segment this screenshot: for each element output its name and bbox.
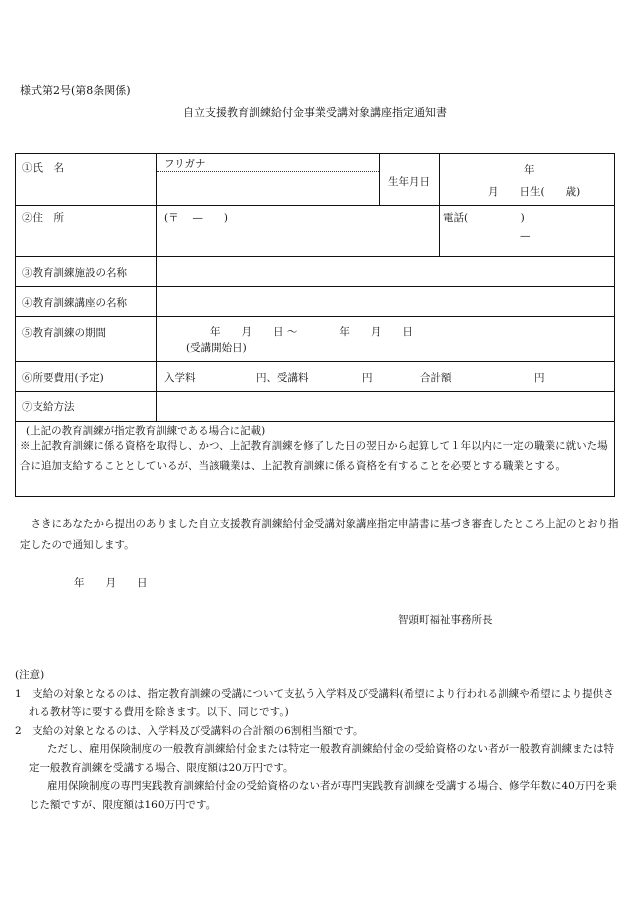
issue-date: 年 月 日: [74, 577, 148, 589]
course-name-label: ④教育訓練講座の名称: [22, 297, 127, 309]
row-divider: [16, 421, 614, 422]
admission-fee-label: 入学料: [164, 372, 196, 384]
tuition-yen: 円: [362, 372, 373, 384]
notice-heading: (上記の教育訓練が指定教育訓練である場合に記載): [26, 425, 266, 437]
note-item-2-sub-2: 雇用保険制度の専門実践教育訓練給付金の受給資格のない者が専門実践教育訓練を受講する場合、修学年数に40万円を乗じた額ですが、限度額は160万円です。: [29, 780, 617, 811]
training-period-dates: 年 月 日 ～ 年 月 日: [210, 326, 413, 338]
notes-section: [15, 666, 620, 814]
note-item-1: 1 支給の対象となるのは、指定教育訓練の受講について支払う入学料及び受講料(希望により行われる訓練や希望により提供される教材等に要する費用を除きます。以下、同じです。): [15, 687, 614, 718]
phone-label: 電話( ): [443, 212, 525, 224]
row-divider: [16, 286, 614, 287]
issuer-name: 智頭町福祉事務所長: [398, 614, 493, 626]
tuition-fee-label: 円、受講料: [256, 372, 309, 384]
furigana-label: フリガナ: [164, 158, 206, 170]
birth-year: 年: [524, 164, 535, 176]
start-date-note: (受講開始日): [186, 342, 247, 354]
form-number: 様式第2号(第8条関係): [20, 84, 131, 97]
phone-dash: —: [520, 230, 531, 242]
document-title: 自立支援教育訓練給付金事業受講対象講座指定通知書: [183, 106, 447, 119]
application-table: [15, 153, 615, 497]
right-column-divider: [439, 154, 440, 256]
name-label: ①氏 名: [22, 162, 64, 174]
row-divider: [16, 316, 614, 317]
furigana-divider: [157, 171, 379, 172]
training-period-label: ⑤教育訓練の期間: [22, 327, 106, 339]
notice-body: ※上記教育訓練に係る資格を取得し、かつ、上記教育訓練を修了した日の翌日から起算して１年以内に一定の職業に就いた場合に追加支給することとしているが、当該職業は、上記教育訓練に係る資格を有することを必要とする職業とする。: [20, 440, 608, 472]
notes-heading: (注意): [15, 669, 45, 681]
total-label: 合計額: [420, 372, 452, 384]
row-divider: [16, 391, 614, 392]
label-column-divider: [156, 154, 157, 421]
total-yen: 円: [534, 372, 545, 384]
birthdate-label: 生年月日: [388, 176, 430, 188]
facility-name-label: ③教育訓練施設の名称: [22, 267, 127, 279]
address-label: ②住 所: [22, 212, 64, 224]
birth-column-divider: [379, 154, 380, 205]
row-divider: [16, 256, 614, 257]
cost-label: ⑥所要費用(予定): [22, 372, 104, 384]
birth-month-day-age: 月 日生( 歳): [488, 186, 581, 198]
row-divider: [16, 205, 614, 206]
note-item-2: 2 支給の対象となるのは、入学料及び受講料の合計額の6割相当額です。: [15, 724, 364, 737]
note-item-2-sub-1: ただし、雇用保険制度の一般教育訓練給付金または特定一般教育訓練給付金の受給資格のない者が一般教育訓練または特定一般教育訓練を受講する場合、限度額は20万円です。: [29, 743, 614, 774]
postal-code: (〒 — ): [164, 212, 229, 224]
payment-method-label: ⑦支給方法: [22, 401, 75, 413]
row-divider: [16, 361, 614, 362]
notification-paragraph: さきにあなたから提出のありました自立支援教育訓練給付金受講対象講座指定申請書に基づき審査したところ上記のとおり指定したので通知します。: [20, 518, 619, 551]
